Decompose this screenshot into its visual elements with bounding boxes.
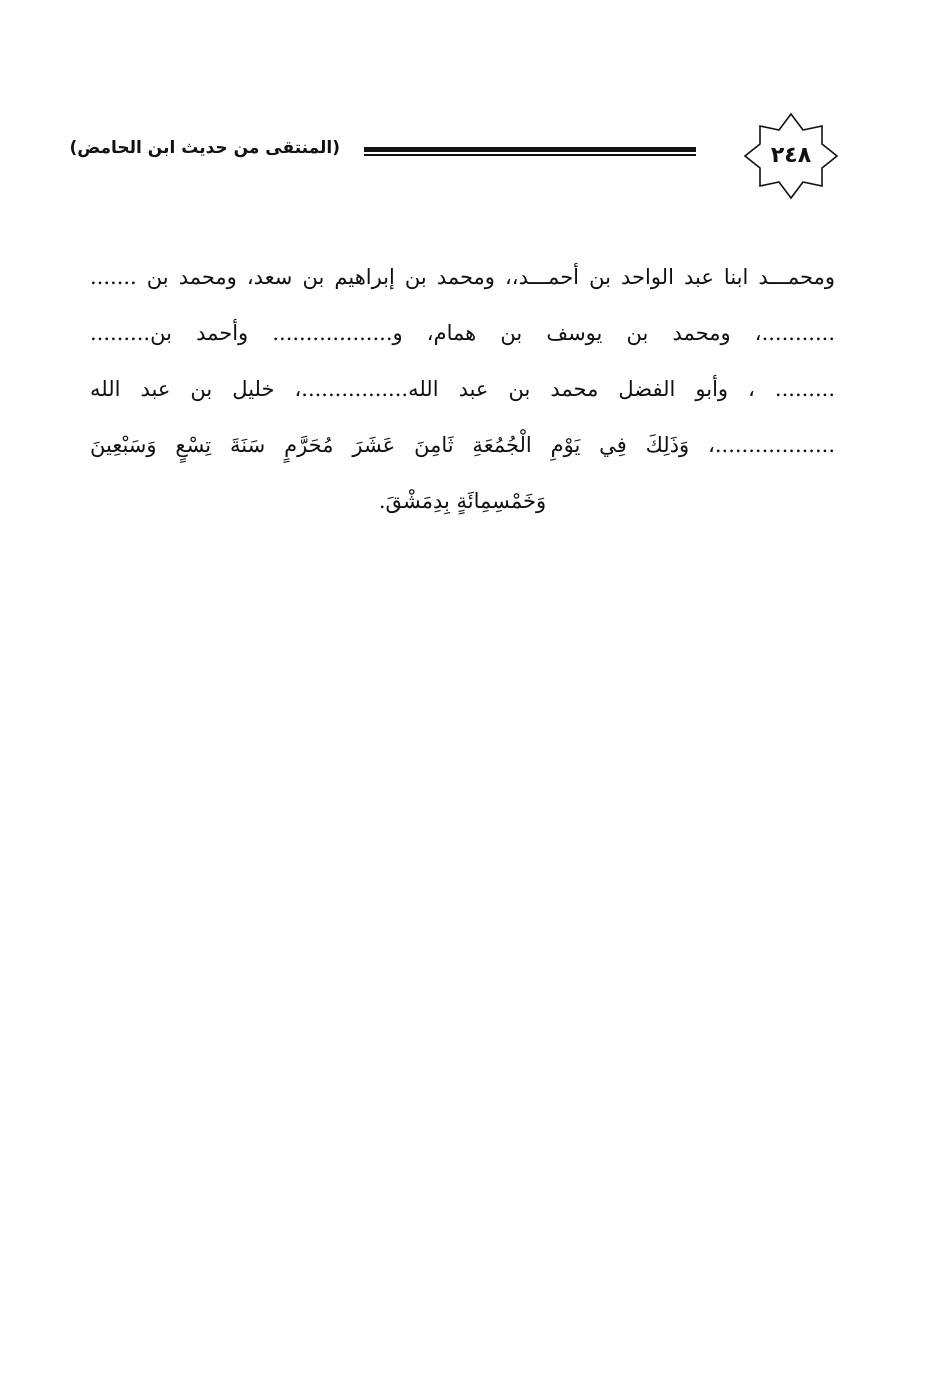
text-line-last: وَخَمْسِمِائَةٍ بِدِمَشْقَ. xyxy=(378,489,547,513)
text-line: ..................، وَذَلِكَ فِي يَوْمِ الْجُمُعَةِ ثَامِنَ عَشَرَ مُحَرَّمٍ سَنَةَ تِسْعٍ وَسَبْعِينَ xyxy=(90,433,835,457)
header-rule-thin xyxy=(364,154,696,156)
body-text xyxy=(90,255,835,535)
page-number-badge xyxy=(742,112,840,200)
header-double-rule xyxy=(364,147,696,156)
text-line: ......... ، وأبو الفضل محمد بن عبد الله................، خليل بن عبد الله xyxy=(90,377,835,401)
text-line: ومحمـــد ابنا عبد الواحد بن أحمـــد،، ومحمد بن إبراهيم بن سعد، ومحمد بن ....... xyxy=(90,265,835,289)
page-header xyxy=(0,100,942,210)
text-line: ...........، ومحمد بن يوسف بن همام، و.................. وأحمد بن......... xyxy=(90,321,835,345)
running-title: (المنتقى من حديث ابن الحامض) xyxy=(69,138,340,158)
header-rule-thick xyxy=(364,147,696,152)
page-number: ٢٤٨ xyxy=(770,143,812,168)
